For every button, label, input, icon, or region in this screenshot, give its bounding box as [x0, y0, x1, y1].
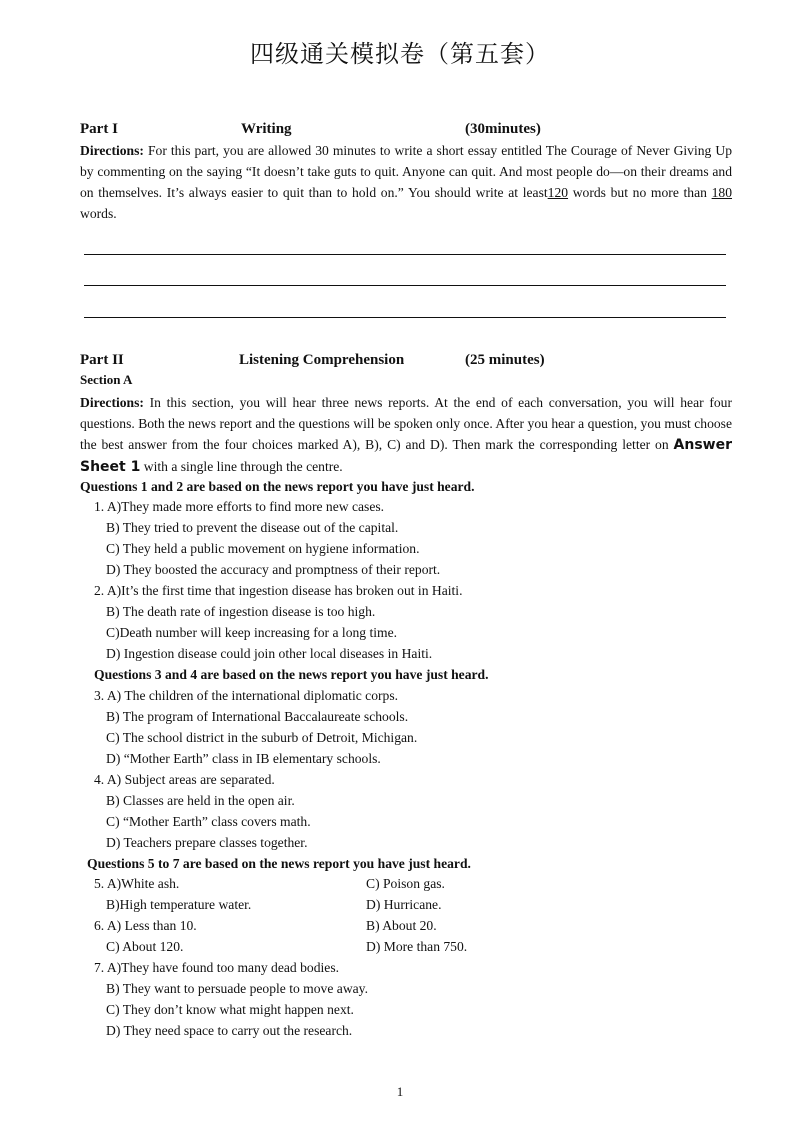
- part1-directions-text: For this part, you are allowed 30 minutes to write a short essay entitled The Courage of Never Giving Up by commenting on the saying “It doesn’t take guts to quit. Anyone can quit. And most people do—on their dreams and on themselves. It’s always easier to quit than to hold on.” You should write at least: [80, 143, 732, 200]
- part2-directions-text: In this section, you will hear three news reports. At the end of each conversation, you will hear four questions. Both the news report and the questions will be spoken only once. After you hear a question, you must choose the best answer from the four choices marked A), B), C) and D). Then mark the corresponding letter on: [80, 395, 732, 452]
- option-line: B) Classes are held in the open air.: [106, 793, 295, 808]
- part2-label: Part II: [80, 352, 124, 368]
- question-group-heading: Questions 5 to 7 are based on the news report you have just heard.: [87, 856, 471, 871]
- option-line: C) They don’t know what might happen next.: [106, 1002, 354, 1017]
- answer-line: [84, 285, 726, 286]
- part1-directions: [80, 140, 732, 224]
- option-line: D) They need space to carry out the research.: [106, 1023, 353, 1038]
- option-line: C) Poison gas.: [366, 876, 445, 891]
- min-words: 120: [547, 185, 569, 200]
- option-line: D) “Mother Earth” class in IB elementary schools.: [106, 751, 381, 766]
- option-line: C) About 120.: [106, 939, 184, 954]
- option-line: D) Hurricane.: [366, 897, 442, 912]
- answer-line: [84, 254, 726, 255]
- option-line: D) More than 750.: [366, 939, 468, 954]
- option-line: B) About 20.: [366, 918, 437, 933]
- part2-name: Listening Comprehension: [239, 352, 405, 368]
- page-number: 1: [396, 1084, 404, 1099]
- option-line: B) They tried to prevent the disease out of the capital.: [106, 520, 399, 535]
- question-line: 7. A)They have found too many dead bodies.: [94, 960, 340, 975]
- option-line: C) The school district in the suburb of Detroit, Michigan.: [106, 730, 418, 745]
- answer-sheet-label: Answer Sheet 1: [80, 437, 732, 475]
- part1-name: Writing: [241, 121, 292, 137]
- question-line: 5. A)White ash.: [94, 876, 180, 891]
- option-line: D) Teachers prepare classes together.: [106, 835, 308, 850]
- exam-title: 四级通关模拟卷（第五套）: [250, 40, 550, 68]
- question-line: 1. A)They made more efforts to find more new cases.: [94, 499, 385, 514]
- option-line: D) They boosted the accuracy and promptness of their report.: [106, 562, 441, 577]
- part1-directions-text-2: words but no more than: [568, 185, 712, 200]
- option-line: D) Ingestion disease could join other local diseases in Haiti.: [106, 646, 433, 661]
- question-line: 6. A) Less than 10.: [94, 918, 197, 933]
- option-line: C) They held a public movement on hygiene information.: [106, 541, 420, 556]
- option-line: B) The death rate of ingestion disease is too high.: [106, 604, 376, 619]
- question-line: 4. A) Subject areas are separated.: [94, 772, 275, 787]
- question-group-heading: Questions 1 and 2 are based on the news report you have just heard.: [80, 479, 475, 494]
- option-line: B) The program of International Baccalaureate schools.: [106, 709, 409, 724]
- question-line: 3. A) The children of the international diplomatic corps.: [94, 688, 399, 703]
- option-line: B) They want to persuade people to move away.: [106, 981, 368, 996]
- option-line: C) “Mother Earth” class covers math.: [106, 814, 311, 829]
- question-line: 2. A)It’s the first time that ingestion disease has broken out in Haiti.: [94, 583, 463, 598]
- answer-line: [84, 317, 726, 318]
- section-a-label: Section A: [80, 372, 133, 387]
- part2-directions-end: with a single line through the centre.: [140, 459, 343, 474]
- max-words: 180: [711, 185, 733, 200]
- part1-label: Part I: [80, 121, 118, 137]
- part1-directions-text-3: words.: [80, 206, 117, 221]
- option-line: C)Death number will keep increasing for a long time.: [106, 625, 398, 640]
- option-line: B)High temperature water.: [106, 897, 252, 912]
- question-group-heading: Questions 3 and 4 are based on the news report you have just heard.: [94, 667, 489, 682]
- part2-directions-label: Directions:: [80, 395, 144, 410]
- part1-directions-label: Directions:: [80, 143, 144, 158]
- part2-time: (25 minutes): [465, 352, 545, 368]
- part2-directions: [80, 392, 732, 478]
- part1-time: (30minutes): [465, 121, 541, 137]
